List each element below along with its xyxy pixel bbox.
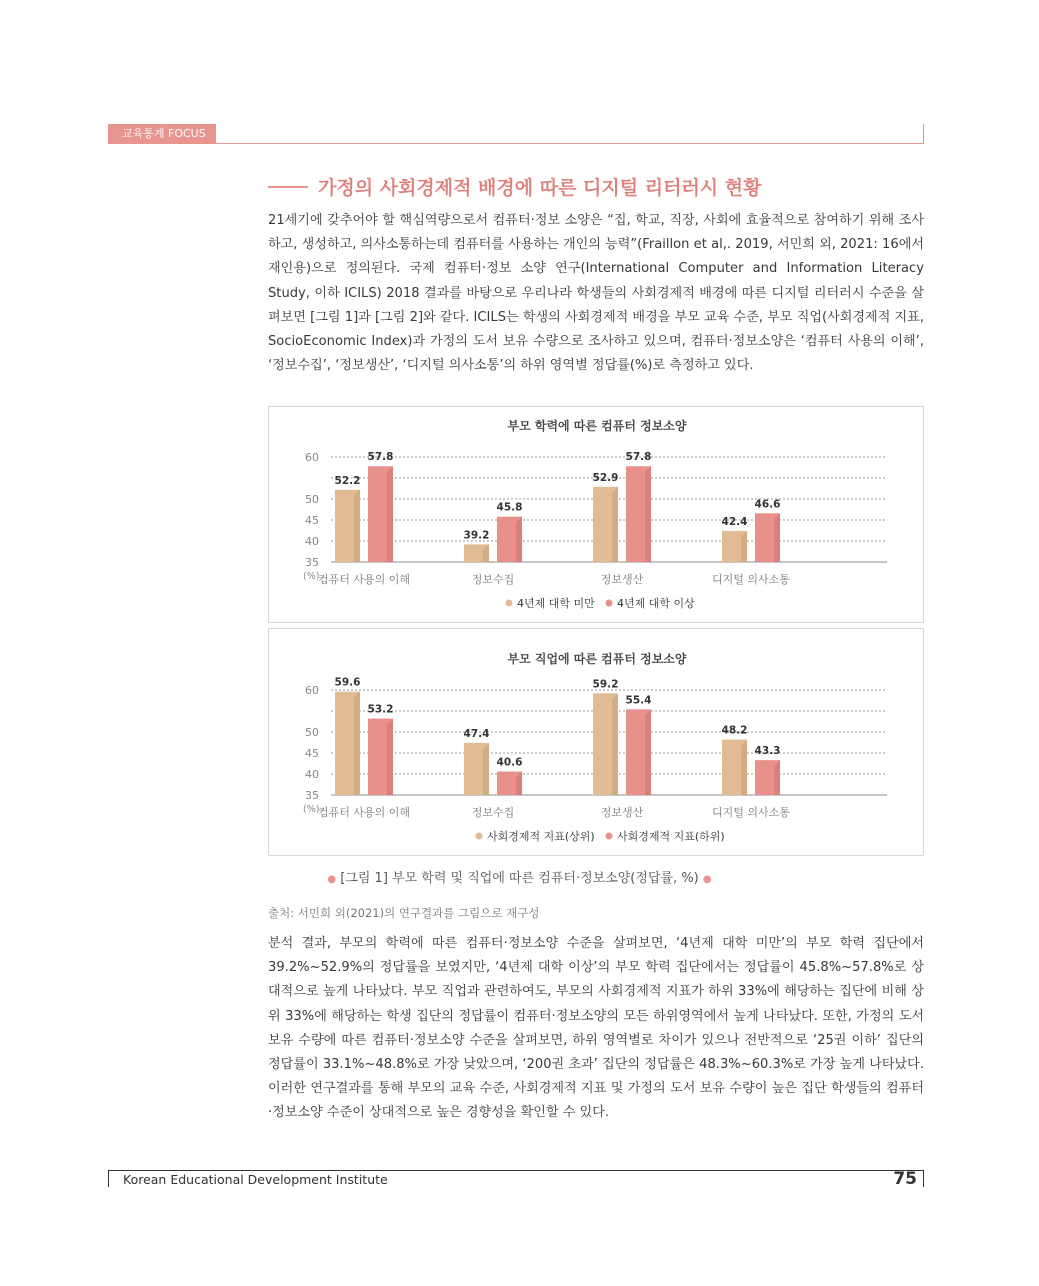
- data-label: 59.2: [592, 678, 619, 691]
- y-axis-unit: (%): [303, 804, 320, 815]
- figure-caption: [0, 867, 1039, 886]
- y-tick-label: 50: [305, 493, 319, 506]
- y-tick-label: 45: [305, 514, 319, 527]
- bar-shade: [612, 693, 618, 795]
- legend-marker: [606, 600, 613, 607]
- y-tick-label: 40: [305, 535, 319, 548]
- y-tick-label: 40: [305, 768, 319, 781]
- header-divider: [108, 143, 924, 144]
- y-tick-label: 50: [305, 726, 319, 739]
- chart-parent-education: [268, 406, 924, 623]
- data-label: 48.2: [721, 724, 748, 737]
- x-tick-label: 정보생산: [600, 573, 644, 586]
- data-label: 57.8: [367, 451, 394, 464]
- legend-label: 사회경제적 지표(하위): [617, 830, 725, 843]
- bar-shade: [387, 719, 393, 795]
- data-label: 52.9: [592, 471, 619, 484]
- footer-institute: Korean Educational Development Institute: [123, 1172, 388, 1187]
- y-tick-label: 60: [305, 451, 319, 464]
- footer-right-tick: [923, 1170, 924, 1187]
- y-tick-label: 45: [305, 747, 319, 760]
- figure-caption-text: [그림 1] 부모 학력 및 직업에 따른 컴퓨터·정보소양(정답률, %): [340, 871, 699, 886]
- bar-shade: [645, 709, 651, 795]
- footer-divider: [108, 1170, 924, 1171]
- y-tick-label: 60: [305, 684, 319, 697]
- bar-shade: [354, 692, 360, 795]
- data-label: 55.4: [625, 694, 652, 707]
- bar-shade: [774, 513, 780, 562]
- caption-bullet-left: ●: [327, 874, 337, 885]
- y-axis-unit: (%): [303, 571, 320, 582]
- bar-shade: [645, 466, 651, 562]
- x-tick-label: 정보수집: [471, 806, 515, 819]
- header-tab: 교육통계 FOCUS: [108, 124, 216, 143]
- chart-title: 부모 직업에 따른 컴퓨터 정보소양: [507, 652, 687, 666]
- data-label: 39.2: [463, 529, 490, 542]
- bar-shade: [387, 466, 393, 562]
- chart-parent-occupation: [268, 628, 924, 856]
- data-label: 46.6: [754, 498, 781, 511]
- x-tick-label: 정보수집: [471, 573, 515, 586]
- page-number: 75: [893, 1169, 917, 1189]
- legend-label: 4년제 대학 미만: [517, 597, 595, 610]
- bar-shade: [483, 743, 489, 795]
- data-label: 52.2: [334, 474, 361, 487]
- x-tick-label: 컴퓨터 사용의 이해: [317, 573, 411, 586]
- chart-parent-occupation-svg: [269, 629, 925, 857]
- bar-shade: [612, 487, 618, 562]
- data-label: 53.2: [367, 703, 394, 716]
- data-label: 47.4: [463, 727, 490, 740]
- legend-marker: [506, 600, 513, 607]
- data-label: 40.6: [496, 756, 523, 769]
- analysis-paragraph: 분석 결과, 부모의 학력에 따른 컴퓨터·정보소양 수준을 살펴보면, ‘4년제 대학 미만’의 부모 학력 집단에서 39.2%~52.9%의 정답률을 보였지만, ‘4년제 대학 이상’의 부모 학력 집단에서는 정답률이 45.8%~57.8%로 상대적으로 높게 나타났다. 부모 직업과 관련하여도, 부모의 사회경제적 지표가 하위 33%에 해당하는 집단에 비해 상위 33%에 해당하는 학생 집단의 정답률이 컴퓨터·정보소양의 모든 하위영역에서 높게 나타났다. 또한, 가정의 도서 보유 수량에 따른 컴퓨터·정보소양 수준을 살펴보면, 하위 영역별로 차이가 있으나 전반적으로 ‘25권 이하’ 집단의 정답률이 33.1%~48.8%로 가장 낮았으며, ‘200권 초과’ 집단의 정답률은 48.3%~60.3%로 가장 높게 나타났다. 이러한 연구결과를 통해 부모의 교육 수준, 사회경제적 지표 및 가정의 도서 보유 수량이 높은 집단 학생들의 컴퓨터·정보소양 수준이 상대적으로 높은 경향성을 확인할 수 있다.: [268, 936, 924, 1121]
- section-title: [268, 173, 761, 200]
- caption-bullet-right: ●: [702, 874, 712, 885]
- data-label: 42.4: [721, 515, 748, 528]
- footer-left-tick: [108, 1170, 109, 1187]
- x-tick-label: 디지털 의사소통: [712, 806, 790, 819]
- bar-shade: [516, 517, 522, 562]
- bar-shade: [354, 490, 360, 562]
- legend-label: 4년제 대학 이상: [617, 597, 695, 610]
- y-tick-label: 35: [305, 556, 319, 569]
- data-label: 57.8: [625, 451, 652, 464]
- x-tick-label: 컴퓨터 사용의 이해: [317, 806, 411, 819]
- chart-title: 부모 학력에 따른 컴퓨터 정보소양: [507, 419, 687, 433]
- data-label: 59.6: [334, 676, 361, 689]
- section-title-text: 가정의 사회경제적 배경에 따른 디지털 리터러시 현황: [318, 177, 762, 199]
- chart-parent-education-svg: [269, 407, 925, 624]
- source-note: 출처: 서민희 외(2021)의 연구결과를 그림으로 재구성: [268, 906, 540, 920]
- header-divider-tick: [923, 124, 924, 144]
- legend-marker: [606, 833, 613, 840]
- legend-marker: [476, 833, 483, 840]
- intro-paragraph: 21세기에 갖추어야 할 핵심역량으로서 컴퓨터·정보 소양은 “집, 학교, 직장, 사회에 효율적으로 참여하기 위해 조사하고, 생성하고, 의사소통하는데 컴퓨터를 사용하는 개인의 능력”(Fraillon et al,. 2019, 서민희 외, 2021: 16에서 재인용)으로 정의된다. 국제 컴퓨터·정보 소양 연구(International Computer and Information Literacy Study, 이하 ICILS) 2018 결과를 바탕으로 우리나라 학생들의 사회경제적 배경에 따른 디지털 리터러시 수준을 살펴보면 [그림 1]과 [그림 2]와 같다. ICILS는 학생의 사회경제적 배경을 부모 교육 수준, 부모 직업(사회경제적 지표, SocioEconomic Index)과 가정의 도서 보유 수량으로 조사하고 있으며, 컴퓨터·정보소양은 ‘컴퓨터 사용의 이해’, ‘정보수집’, ‘정보생산’, ‘디지털 의사소통’의 하위 영역별 정답률(%)로 측정하고 있다.: [268, 213, 924, 374]
- y-tick-label: 35: [305, 789, 319, 802]
- x-tick-label: 디지털 의사소통: [712, 573, 790, 586]
- bar-shade: [741, 740, 747, 795]
- bar-shade: [774, 760, 780, 795]
- x-tick-label: 정보생산: [600, 806, 644, 819]
- title-dash: [268, 186, 308, 188]
- data-label: 45.8: [496, 501, 523, 514]
- data-label: 43.3: [754, 745, 781, 758]
- legend-label: 사회경제적 지표(상위): [487, 830, 595, 843]
